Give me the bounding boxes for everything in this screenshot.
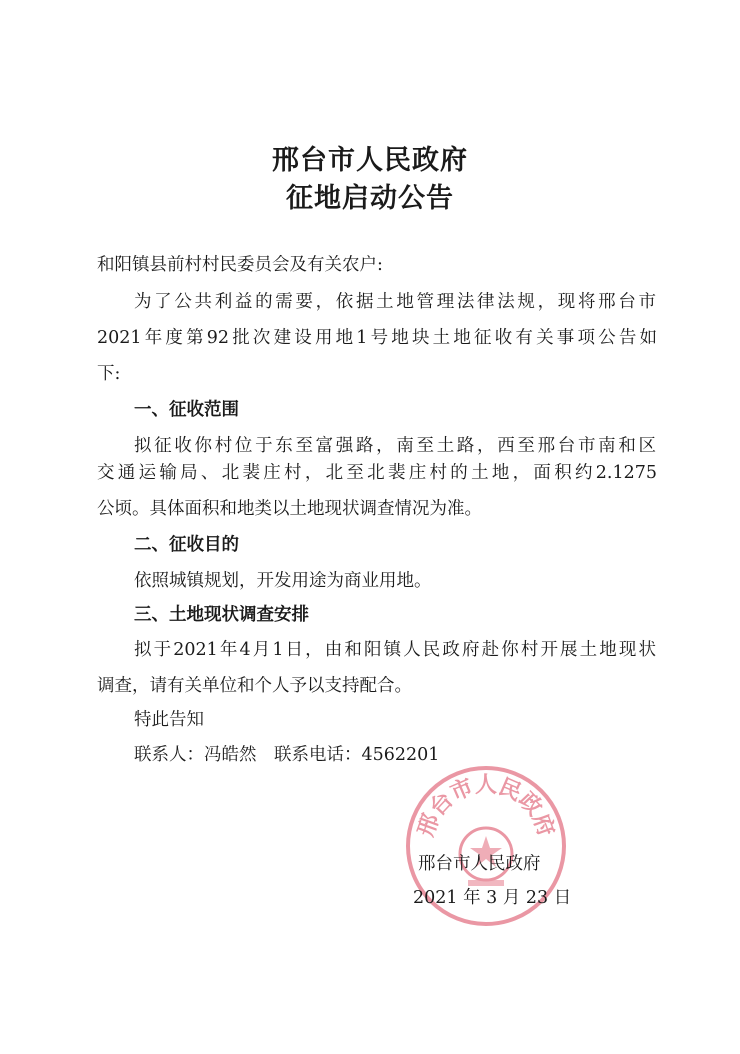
contact-info: 联系人：冯皓然 联系电话：4562201 (134, 745, 440, 765)
seal-char: 市 (446, 774, 478, 807)
section2-line-1: 依照城镇规划，开发用途为商业用地。 (134, 571, 432, 591)
section1-line-2: 交通运输局、北裴庄村，北至北裴庄村的土地，面积约2.1275 (97, 463, 657, 483)
section1-line-3: 公顷。具体面积和地类以土地现状调查情况为准。 (97, 499, 482, 519)
section3-line-1: 拟于2021年4月1日，由和阳镇人民政府赴你村开展土地现状 (134, 640, 656, 660)
signature-org: 邢台市人民政府 (418, 854, 541, 874)
section1-heading: 一、征收范围 (134, 400, 239, 420)
seal-char: 民 (494, 774, 526, 807)
seal-char: 政 (513, 787, 547, 822)
seal-char: 台 (425, 787, 459, 822)
section3-line-2: 调查，请有关单位和个人予以支持配合。 (97, 676, 412, 696)
closing-notice: 特此告知 (134, 710, 204, 730)
seal-char: 府 (527, 810, 559, 840)
section2-heading: 二、征收目的 (134, 535, 239, 555)
intro-line-2: 2021年度第92批次建设用地1号地块土地征收有关事项公告如 (97, 328, 657, 348)
seal-char: 人 (474, 773, 498, 798)
seal-text (414, 773, 560, 840)
addressee: 和阳镇县前村村民委员会及有关农户: (97, 255, 383, 275)
section1-line-1: 拟征收你村位于东至富强路，南至土路，西至邢台市南和区 (134, 436, 656, 456)
seal-char: 邢 (413, 810, 445, 840)
signature-date: 2021 年 3 月 23 日 (413, 888, 572, 908)
section3-heading: 三、土地现状调查安排 (134, 605, 309, 625)
intro-line-3: 下: (97, 364, 121, 384)
intro-line-1: 为了公共利益的需要，依据土地管理法律法规，现将邢台市 (134, 292, 656, 312)
document-title-line1: 邢台市人民政府 (272, 145, 468, 176)
document-title-line2: 征地启动公告 (286, 183, 454, 214)
